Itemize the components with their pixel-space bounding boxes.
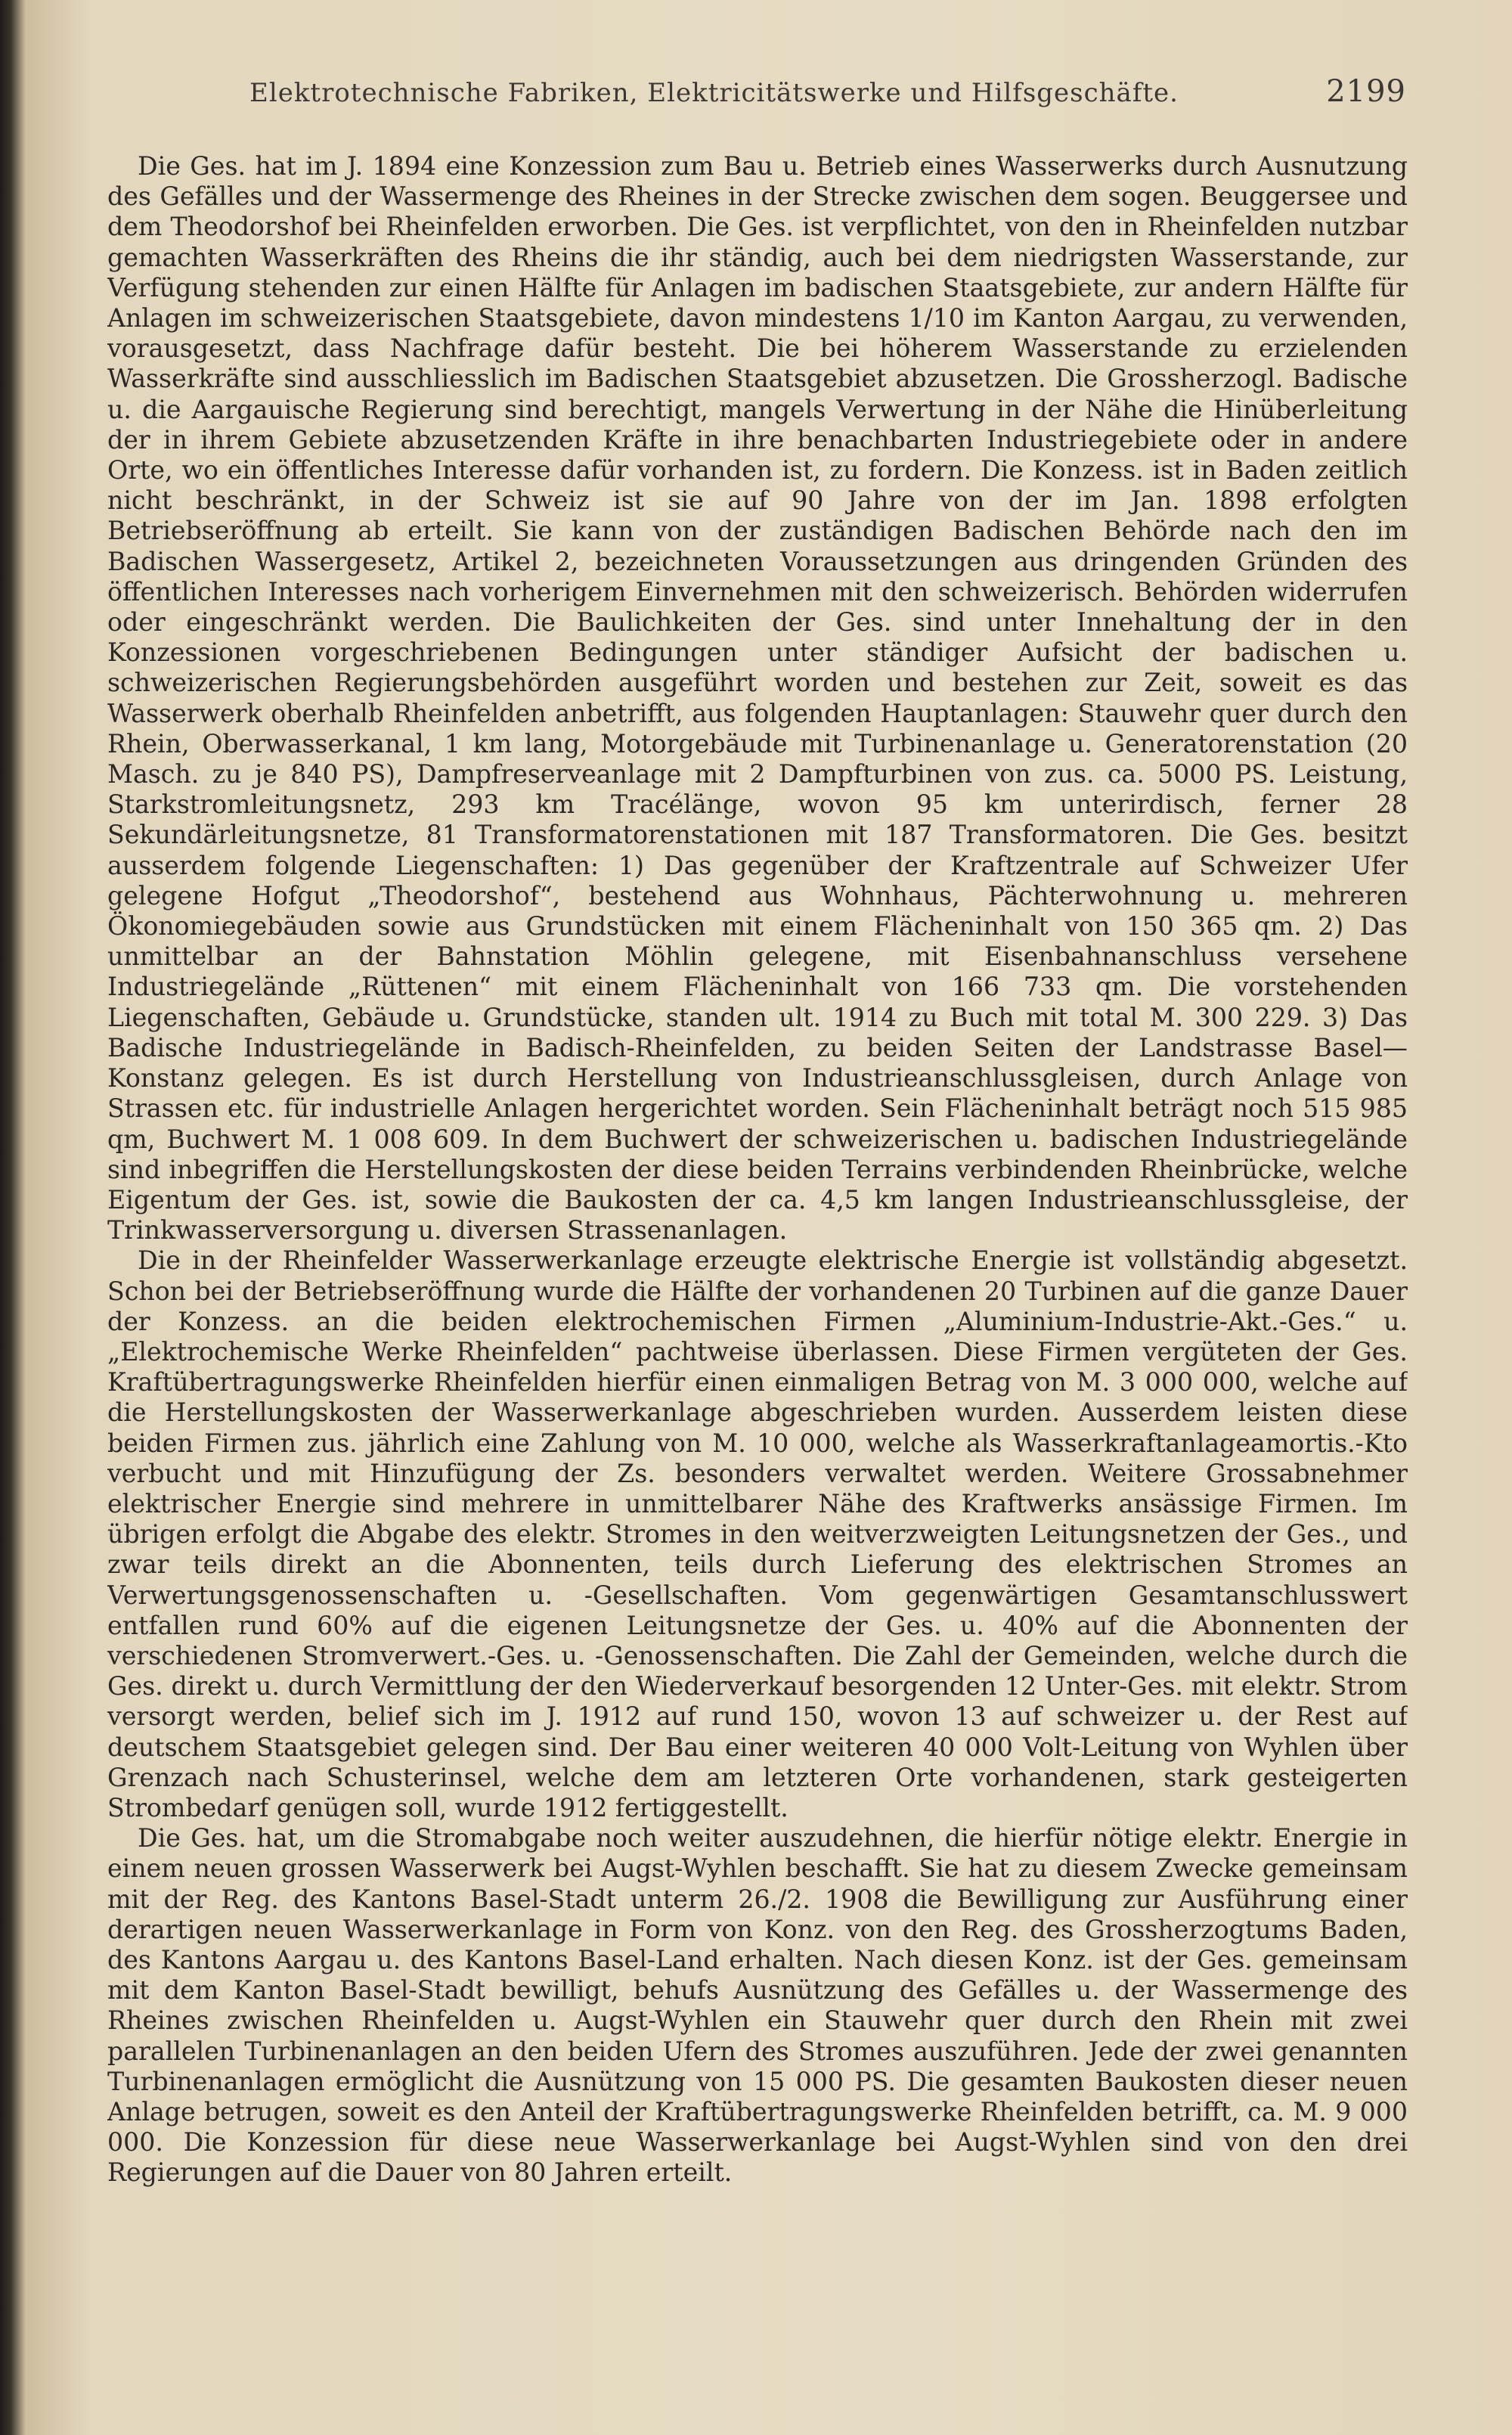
page-body [107,151,1408,2329]
paragraph-augst-wyhlen: Die Ges. hat, um die Stromabgabe noch weiter auszudehnen, die hierfür nötige elektr. Energie in einem neuen grossen Wasserwerk bei Augst-Wyhlen beschafft. Sie hat zu diesem Zwecke gemeinsam mit der Reg. des Kantons Basel-Stadt unterm 26./2. 1908 die Bewilligung zur Ausführung einer derartigen neuen Wasserwerkanlage in Form von Konz. von den Reg. des Grossherzogtums Baden, des Kantons Aargau u. des Kantons Basel-Land erhalten. Nach diesen Konz. ist der Ges. gemeinsam mit dem Kanton Basel-Stadt bewilligt, behufs Ausnützung des Gefälles u. der Wassermenge des Rheines zwischen Rheinfelden u. Augst-Wyhlen ein Stauwehr quer durch den Rhein mit zwei parallelen Turbinenanlagen an den beiden Ufern des Stromes auszuführen. Jede der zwei genannten Turbinenanlagen ermöglicht die Ausnützung von 15 000 PS. Die gesamten Baukosten dieser neuen Anlage betrugen, soweit es den Anteil der Kraftübertragungswerke Rheinfelden betrifft, ca. M. 9 000 000. Die Konzession für diese neue Wasserwerkanlage bei Augst-Wyhlen sind von den drei Regierungen auf die Dauer von 80 Jahren erteilt. [107,1823,1408,2188]
page-header [249,74,1406,119]
running-title: Elektrotechnische Fabriken, Elektricitätswerke und Hilfsgeschäfte. [249,78,1179,108]
paragraph-concession: Die Ges. hat im J. 1894 eine Konzession zum Bau u. Betrieb eines Wasserwerks durch Ausnutzung des Gefälles und der Wassermenge des Rheines in der Strecke zwischen dem sogen. Beuggersee und dem Theodorshof bei Rheinfelden erworben. Die Ges. ist verpflichtet, von den in Rheinfelden nutzbar gemachten Wasserkräften des Rheins die ihr ständig, auch bei dem niedrigsten Wasserstande, zur Verfügung stehenden zur einen Hälfte für Anlagen im badischen Staatsgebiete, zur andern Hälfte für Anlagen im schweizerischen Staatsgebiete, davon mindestens 1/10 im Kanton Aargau, zu verwenden, vorausgesetzt, dass Nachfrage dafür besteht. Die bei höherem Wasserstande zu erzielenden Wasserkräfte sind ausschliesslich im Badischen Staatsgebiet abzusetzen. Die Grossherzogl. Badische u. die Aargauische Regierung sind berechtigt, mangels Verwertung in der Nähe die Hinüberleitung der in ihrem Gebiete abzusetzenden Kräfte in ihre benachbarten Industriegebiete oder in andere Orte, wo ein öffentliches Interesse dafür vorhanden ist, zu fordern. Die Konzess. ist in Baden zeitlich nicht beschränkt, in der Schweiz ist sie auf 90 Jahre von der im Jan. 1898 erfolgten Betriebseröffnung ab erteilt. Sie kann von der zuständigen Badischen Behörde nach den im Badischen Wassergesetz, Artikel 2, bezeichneten Voraussetzungen aus dringenden Gründen des öffentlichen Interesses nach vorherigem Einvernehmen mit den schweizerisch. Behörden widerrufen oder eingeschränkt werden. Die Baulichkeiten der Ges. sind unter Innehaltung der in den Konzessionen vorgeschriebenen Bedingungen unter ständiger Aufsicht der badischen u. schweizerischen Regierungsbehörden ausgeführt worden und bestehen zur Zeit, soweit es das Wasserwerk oberhalb Rheinfelden anbetrifft, aus folgenden Hauptanlagen: Stauwehr quer durch den Rhein, Oberwasserkanal, 1 km lang, Motorgebäude mit Turbinenanlage u. Generatorenstation (20 Masch. zu je 840 PS), Dampfreserveanlage mit 2 Dampfturbinen von zus. ca. 5000 PS. Leistung, Starkstromleitungsnetz, 293 km Tracélänge, wovon 95 km unterirdisch, ferner 28 Sekundärleitungsnetze, 81 Transformatorenstationen mit 187 Transformatoren. Die Ges. besitzt ausserdem folgende Liegenschaften: 1) Das gegenüber der Kraftzentrale auf Schweizer Ufer gelegene Hofgut „Theodorshof“, bestehend aus Wohnhaus, Pächterwohnung u. mehreren Ökonomiegebäuden sowie aus Grundstücken mit einem Flächeninhalt von 150 365 qm. 2) Das unmittelbar an der Bahnstation Möhlin gelegene, mit Eisenbahnanschluss versehene Industriegelände „Rüttenen“ mit einem Flächeninhalt von 166 733 qm. Die vorstehenden Liegenschaften, Gebäude u. Grundstücke, standen ult. 1914 zu Buch mit total M. 300 229. 3) Das Badische Industriegelände in Badisch-Rheinfelden, zu beiden Seiten der Landstrasse Basel—Konstanz gelegen. Es ist durch Herstellung von Industrieanschlussgleisen, durch Anlage von Strassen etc. für industrielle Anlagen hergerichtet worden. Sein Flächeninhalt beträgt noch 515 985 qm, Buchwert M. 1 008 609. In dem Buchwert der schweizerischen u. badischen Industriegelände sind inbegriffen die Herstellungskosten der diese beiden Terrains verbindenden Rheinbrücke, welche Eigentum der Ges. ist, sowie die Baukosten der ca. 4,5 km langen Industrieanschlussgleise, der Trinkwasserversorgung u. diversen Strassenanlagen. [107,151,1408,1245]
paragraph-energy-sales: Die in der Rheinfelder Wasserwerkanlage erzeugte elektrische Energie ist vollständig abgesetzt. Schon bei der Betriebseröffnung wurde die Hälfte der vorhandenen 20 Turbinen auf die ganze Dauer der Konzess. an die beiden elektrochemischen Firmen „Aluminium-Industrie-Akt.-Ges.“ u. „Elektrochemische Werke Rheinfelden“ pachtweise überlassen. Diese Firmen vergüteten der Ges. Kraftübertragungswerke Rheinfelden hierfür einen einmaligen Betrag von M. 3 000 000, welche auf die Herstellungskosten der Wasserwerkanlage abgeschrieben wurden. Ausserdem leisten diese beiden Firmen zus. jährlich eine Zahlung von M. 10 000, welche als Wasserkraftanlageamortis.-Kto verbucht und mit Hinzufügung der Zs. besonders verwaltet werden. Weitere Grossabnehmer elektrischer Energie sind mehrere in unmittelbarer Nähe des Kraftwerks ansässige Firmen. Im übrigen erfolgt die Abgabe des elektr. Stromes in den weitverzweigten Leitungsnetzen der Ges., und zwar teils direkt an die Abonnenten, teils durch Lieferung des elektrischen Stromes an Verwertungsgenossenschaften u. -Gesellschaften. Vom gegenwärtigen Gesamtanschlusswert entfallen rund 60% auf die eigenen Leitungsnetze der Ges. u. 40% auf die Abonnenten der verschiedenen Stromverwert.-Ges. u. -Genossenschaften. Die Zahl der Gemeinden, welche durch die Ges. direkt u. durch Vermittlung der den Wiederverkauf besorgenden 12 Unter-Ges. mit elektr. Strom versorgt werden, belief sich im J. 1912 auf rund 150, wovon 13 auf schweizer u. der Rest auf deutschem Staatsgebiet gelegen sind. Der Bau einer weiteren 40 000 Volt-Leitung von Wyhlen über Grenzach nach Schusterinsel, welche dem am letzteren Orte vorhandenen, stark gesteigerten Strombedarf genügen soll, wurde 1912 fertiggestellt. [107,1245,1408,1822]
page-number: 2199 [1326,74,1406,109]
